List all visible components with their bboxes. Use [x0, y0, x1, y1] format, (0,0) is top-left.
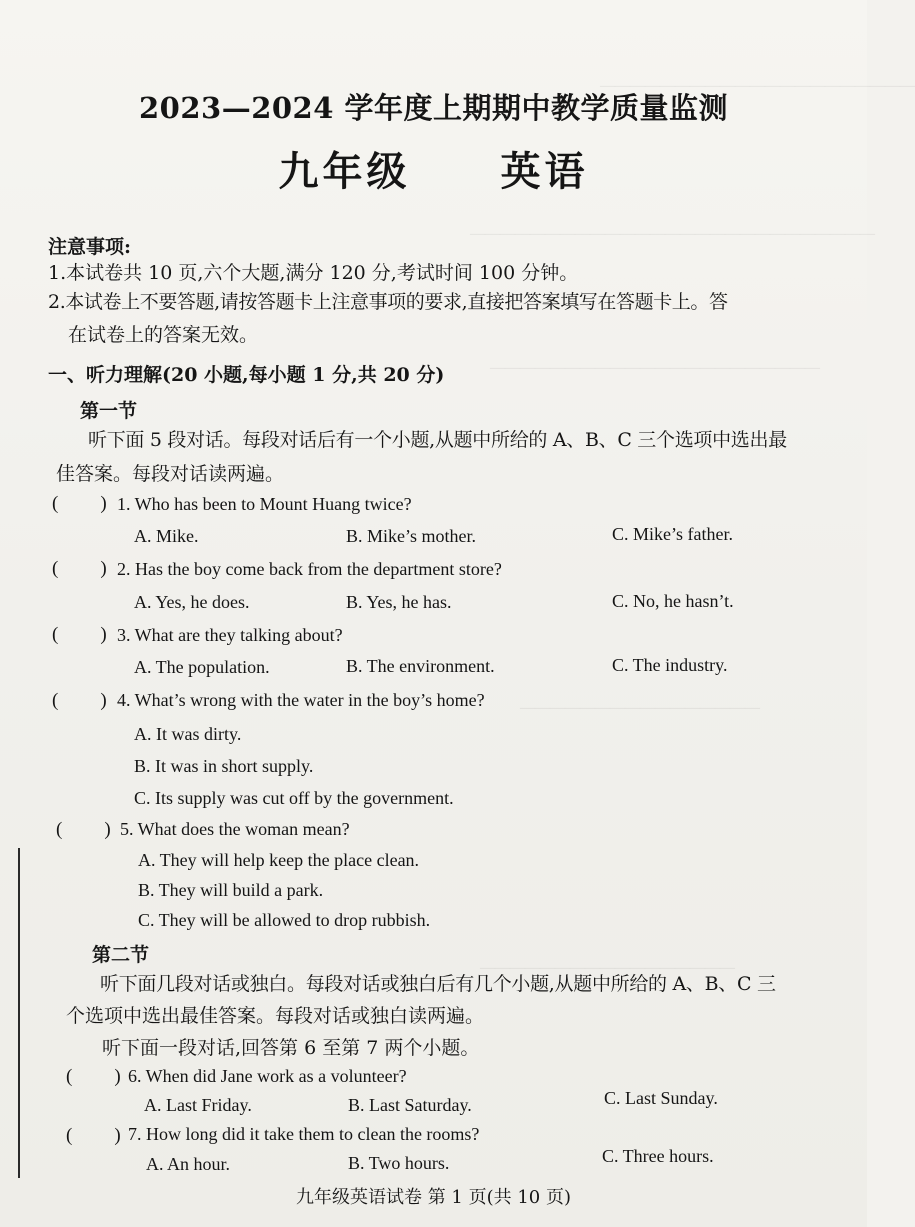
answer-paren: ( ) — [52, 493, 107, 514]
question-7: 7. How long did it take them to clean the rooms? — [128, 1124, 480, 1144]
part-2-instructions-cont: 个选项中选出最佳答案。每段对话或独白读两遍。 — [66, 1005, 485, 1027]
bleed-through-text: ——————————————————————————— — [470, 226, 875, 242]
q3-option-b: B. The environment. — [346, 656, 495, 676]
q7-option-b: B. Two hours. — [348, 1153, 450, 1173]
scan-edge-line — [18, 848, 20, 1178]
answer-paren: ( ) — [52, 558, 107, 579]
question-6: 6. When did Jane work as a volunteer? — [128, 1066, 407, 1086]
question-3: 3. What are they talking about? — [117, 625, 343, 645]
page-footer: 九年级英语试卷 第 1 页(共 10 页) — [295, 1187, 571, 1208]
notice-heading: 注意事项: — [48, 236, 132, 258]
q1-option-a: A. Mike. — [134, 526, 199, 546]
q2-option-b: B. Yes, he has. — [346, 592, 452, 612]
notice-item-1: 1.本试卷共 10 页,六个大题,满分 120 分,考试时间 100 分钟。 — [48, 262, 579, 284]
q6-option-b: B. Last Saturday. — [348, 1095, 472, 1115]
q4-option-c: C. Its supply was cut off by the government. — [134, 788, 454, 808]
part-2-instructions: 听下面几段对话或独白。每段对话或独白后有几个小题,从题中所给的 A、B、C 三 — [100, 973, 776, 995]
bleed-through-text: ———————————————— — [520, 700, 760, 716]
part-1-instructions: 听下面 5 段对话。每段对话后有一个小题,从题中所给的 A、B、C 三个选项中选出最 — [88, 429, 787, 451]
question-1: 1. Who has been to Mount Huang twice? — [117, 494, 412, 514]
dialog-note: 听下面一段对话,回答第 6 至第 7 两个小题。 — [102, 1037, 480, 1059]
q5-option-a: A. They will help keep the place clean. — [138, 850, 420, 870]
grade-label: 九年级 — [278, 148, 411, 195]
subject-label: 英语 — [500, 148, 589, 195]
question-2: 2. Has the boy come back from the department store? — [117, 559, 502, 579]
exam-subtitle — [0, 140, 867, 197]
answer-paren: ( ) — [66, 1125, 121, 1146]
part-1-instructions-cont: 佳答案。每段对话读两遍。 — [56, 463, 285, 485]
bleed-through-text: —————————————————————— — [490, 360, 820, 376]
answer-paren: ( ) — [66, 1066, 121, 1087]
q2-option-c: C. No, he hasn’t. — [612, 591, 734, 611]
q6-option-c: C. Last Sunday. — [604, 1088, 718, 1108]
question-4: 4. What’s wrong with the water in the boy’s home? — [117, 690, 485, 710]
q5-option-c: C. They will be allowed to drop rubbish. — [138, 910, 431, 930]
part-2-heading: 第二节 — [92, 944, 150, 966]
q1-option-c: C. Mike’s father. — [612, 524, 733, 544]
section-1-heading: 一、听力理解(20 小题,每小题 1 分,共 20 分) — [48, 364, 445, 386]
q4-option-a: A. It was dirty. — [134, 724, 242, 744]
notice-item-2: 2.本试卷上不要答题,请按答题卡上注意事项的要求,直接把答案填写在答题卡上。答 — [48, 291, 728, 313]
q7-option-c: C. Three hours. — [602, 1146, 714, 1166]
q1-option-b: B. Mike’s mother. — [346, 526, 476, 546]
bleed-through-text: ————————————————— — [480, 960, 735, 976]
q4-option-b: B. It was in short supply. — [134, 756, 314, 776]
question-5: 5. What does the woman mean? — [120, 819, 350, 839]
q2-option-a: A. Yes, he does. — [134, 592, 250, 612]
exam-title: 2023—2024 学年度上期期中教学质量监测 — [138, 91, 729, 125]
bleed-through-text: ————————————————————— — [600, 78, 915, 94]
answer-paren: ( ) — [52, 624, 107, 645]
q7-option-a: A. An hour. — [146, 1154, 231, 1174]
answer-paren: ( ) — [56, 819, 111, 840]
q3-option-c: C. The industry. — [612, 655, 728, 675]
q6-option-a: A. Last Friday. — [144, 1095, 252, 1115]
part-1-heading: 第一节 — [80, 400, 138, 422]
q5-option-b: B. They will build a park. — [138, 880, 324, 900]
answer-paren: ( ) — [52, 690, 107, 711]
q3-option-a: A. The population. — [134, 657, 270, 677]
notice-item-2-cont: 在试卷上的答案无效。 — [68, 324, 259, 346]
